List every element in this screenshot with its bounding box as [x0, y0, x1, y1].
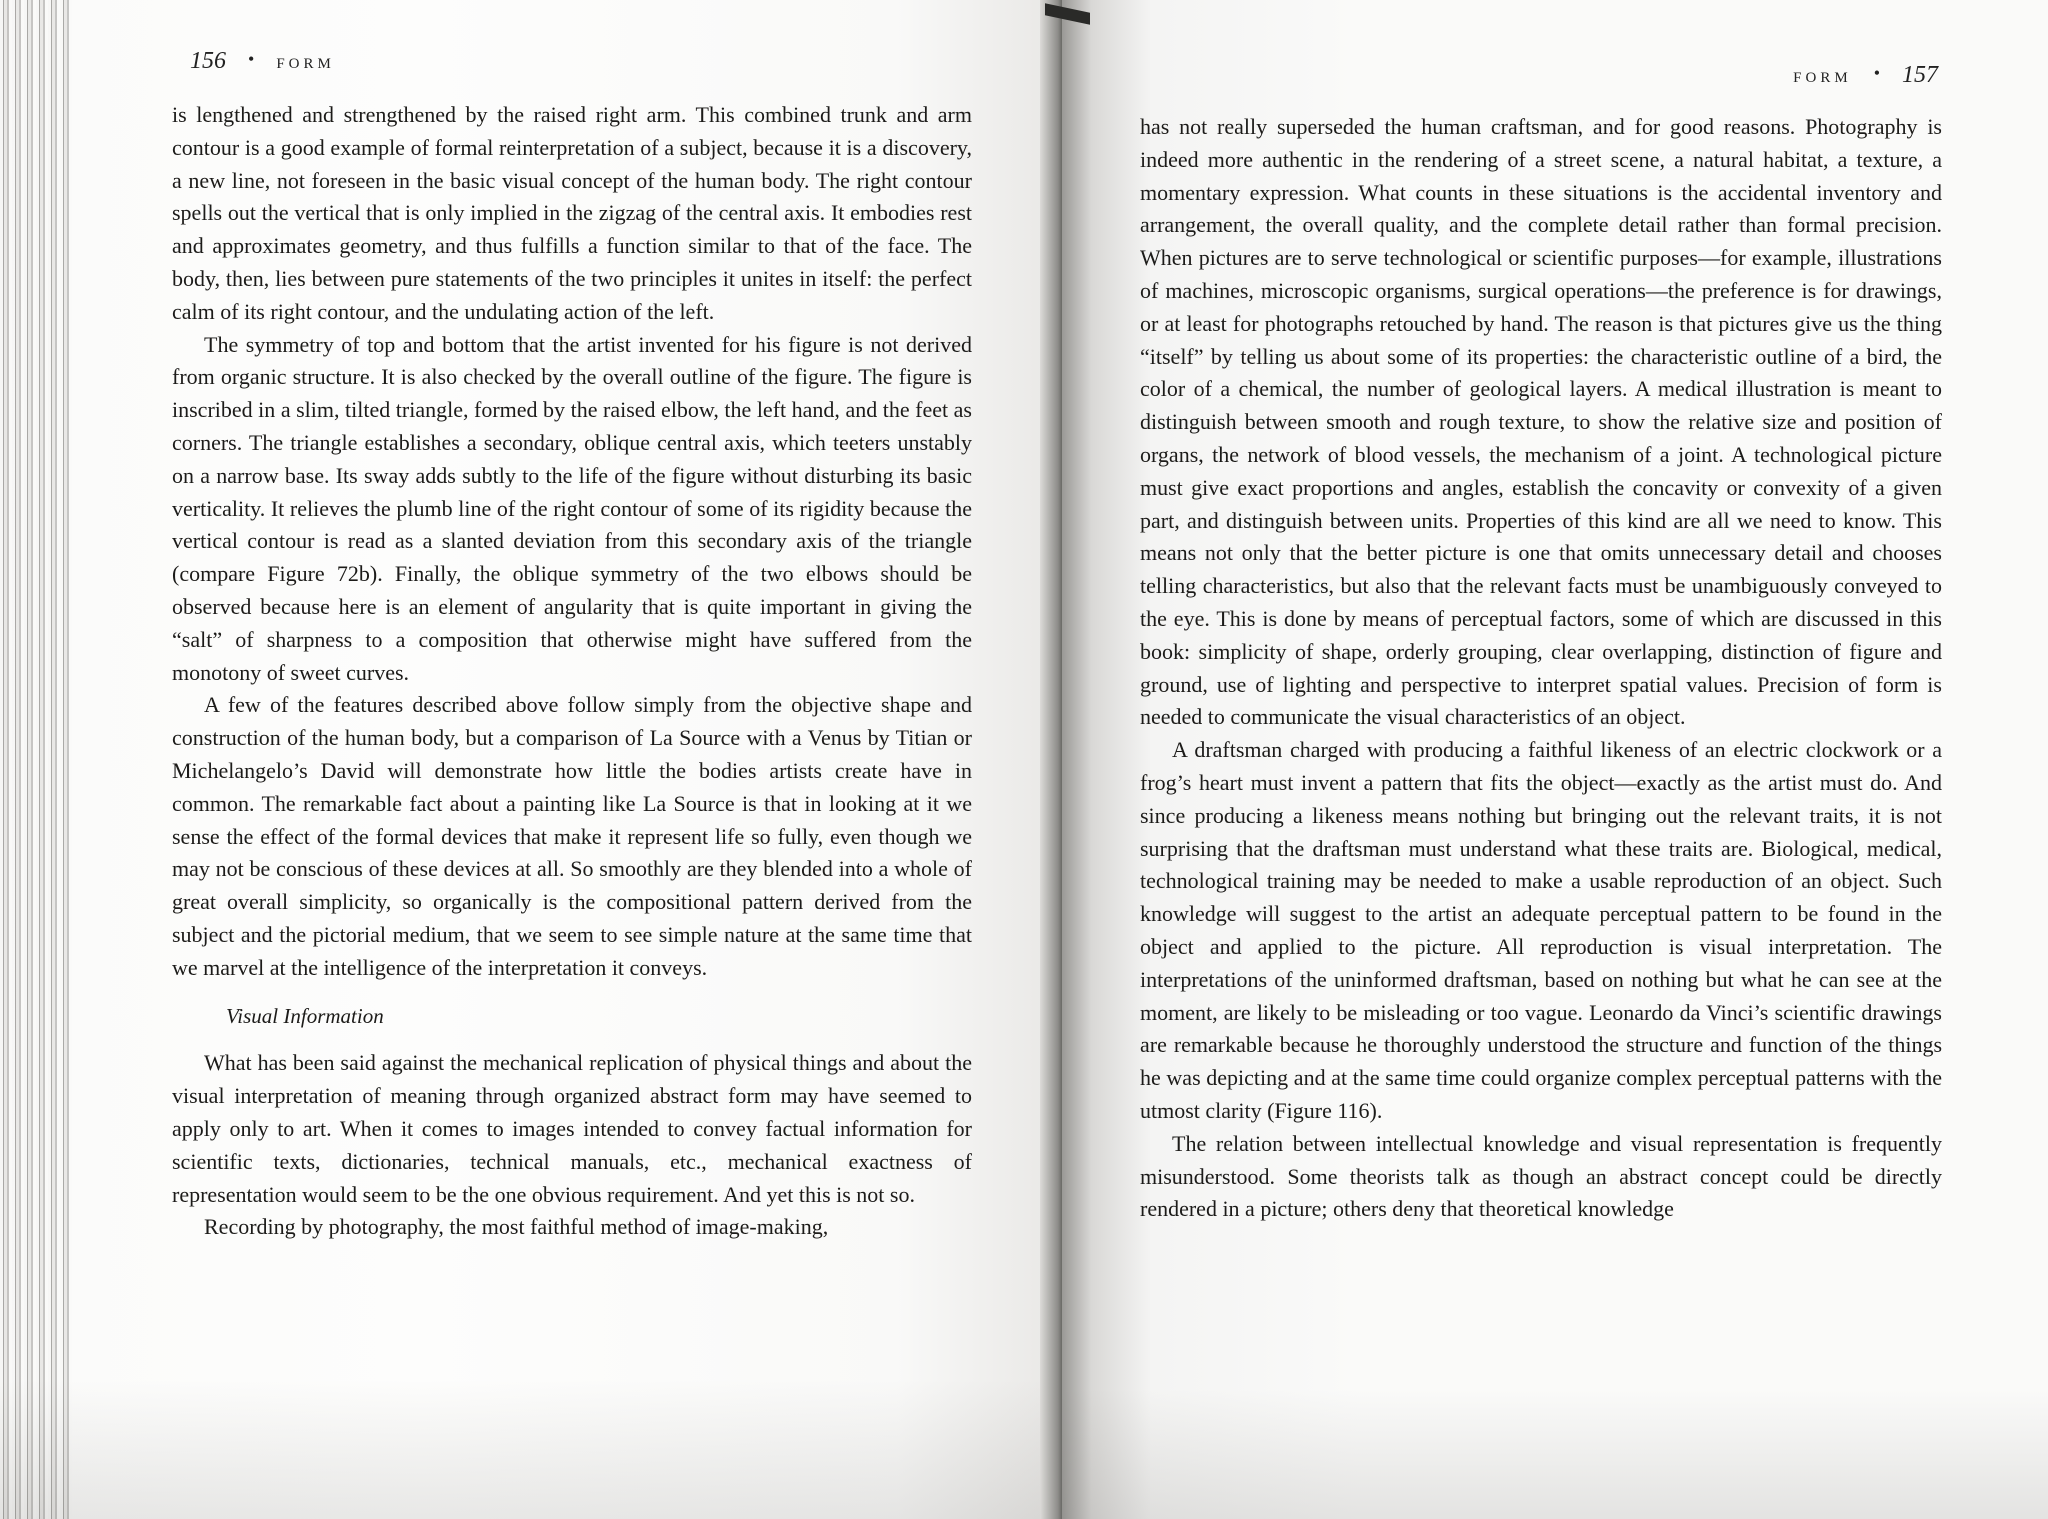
paragraph: A draftsman charged with producing a faithful likeness of an electric clockwork or a frog’s heart must invent a pattern that fits the object—exactly as the artist must do. And since producing a likeness means nothing but bringing out the relevant traits, it is not surprising that the draftsman must understand what these traits are. Biological, medical, technological training may be needed to make a usable reproduction of an object. Such knowledge will suggest to the artist an adequate perceptual pattern to be found in the object and applied to the picture. All reproduction is visual interpretation. The interpretations of the uninformed draftsman, based on nothing but what he can see at the moment, are likely to be misleading or too vague. Leonardo da Vinci’s scientific drawings are remarkable because he thoroughly understood the structure and function of the things he was depicting and at the same time could organize complex perceptual patterns with the utmost clarity (Figure 116). [1140, 737, 1942, 1123]
paragraph: The relation between intellectual knowledge and visual representation is frequently misunderstood. Some theorists talk as though an abstract concept could be directly rendered in a picture; others deny that theoretical knowledge [1140, 1130, 1942, 1222]
bullet-separator: • [1873, 63, 1880, 83]
left-running-head [190, 48, 335, 75]
page-shadow [0, 1379, 1055, 1519]
paragraph: The symmetry of top and bottom that the artist invented for his figure is not derived from organic structure. It is also checked by the overall outline of the figure. The figure is inscribed in a slim, tilted triangle, formed by the raised elbow, the left hand, and the feet as corners. The triangle establishes a secondary, oblique central axis, which teeters unstably on a narrow base. Its sway adds subtly to the life of the figure without disturbing its basic verticality. It relieves the plumb line of the right contour of some of its rigidity because the vertical contour is read as a slanted deviation from this secondary axis of the triangle (compare Figure 72b). Finally, the oblique symmetry of the two elbows should be observed because here is an element of angularity that is quite important in giving the “salt” of sharpness to a composition that otherwise might have suffered from the monotony of sweet curves. [172, 331, 972, 685]
page-edges [0, 0, 72, 1519]
page-number: 156 [190, 48, 226, 74]
left-text-column [172, 99, 972, 1244]
paragraph: What has been said against the mechanical replication of physical things and about the visual interpretation of meaning through organized abstract form may have seemed to apply only to art. When it comes to images intended to convey factual information for scientific texts, dictionaries, technical manuals, etc., mechanical exactness of representation would seem to be the one obvious requirement. And yet this is not so. [172, 1050, 972, 1207]
right-text-column [1140, 111, 1942, 1226]
right-running-head [1793, 62, 1938, 89]
paragraph: is lengthened and strengthened by the raised right arm. This combined trunk and arm contour is a good example of formal reinterpretation of a subject, because it is a discovery, a new line, not foreseen in the basic visual concept of the human body. The right contour spells out the vertical that is only implied in the zigzag of the central axis. It embodies rest and approximates geometry, and thus fulfills a function similar to that of the face. The body, then, lies between pure statements of the two principles it unites in itself: the perfect calm of its right contour, and the undulating action of the left. [172, 102, 972, 324]
running-head-label: FORM [1793, 70, 1852, 86]
running-head-label: FORM [276, 56, 335, 72]
paragraph: Recording by photography, the most faithful method of image-making, [204, 1214, 829, 1240]
paragraph: A few of the features described above follow simply from the objective shape and construction of the human body, but a comparison of La Source with a Venus by Titian or Michelangelo’s David will demonstrate how little the bodies artists create have in common. The remarkable fact about a painting like La Source is that in looking at it we sense the effect of the formal devices that make it represent life so fully, even though we may not be conscious of these devices at all. So smoothly are they blended into a whole of great overall simplicity, so organically is the compositional pattern derived from the subject and the pictorial medium, that we seem to see simple nature at the same time that we marvel at the intelligence of the interpretation it conveys. [172, 692, 972, 980]
page-number: 157 [1902, 62, 1938, 88]
page-shadow [1062, 1389, 2048, 1519]
section-heading: Visual Information [226, 1003, 384, 1028]
bullet-separator: • [248, 49, 255, 69]
paragraph: has not really superseded the human craftsman, and for good reasons. Photography is indeed more authentic in the rendering of a street scene, a natural habitat, a texture, a momentary expression. What counts in these situations is the accidental inventory and arrangement, the overall quality, and the complete detail rather than formal precision. When pictures are to serve technological or scientific purposes—for example, illustrations of machines, microscopic organisms, surgical operations—the preference is for drawings, or at least for photographs retouched by hand. The reason is that pictures give us the thing “itself” by telling us about some of its properties: the characteristic outline of a bird, the color of a chemical, the number of geological layers. A medical illustration is meant to distinguish between smooth and rough texture, to show the relative size and position of organs, the network of blood vessels, the mechanism of a joint. A technological picture must give exact proportions and angles, establish the concavity or convexity of a given part, and distinguish between units. Properties of this kind are all we need to know. This means not only that the better picture is one that omits unnecessary detail and chooses telling characteristics, but also that the relevant facts must be unambiguously conveyed to the eye. This is done by means of perceptual factors, some of which are discussed in this book: simplicity of shape, orderly grouping, clear overlapping, distinction of figure and ground, use of lighting and perspective to interpret spatial values. Precision of form is needed to communicate the visual characteristics of an object. [1140, 114, 1942, 730]
